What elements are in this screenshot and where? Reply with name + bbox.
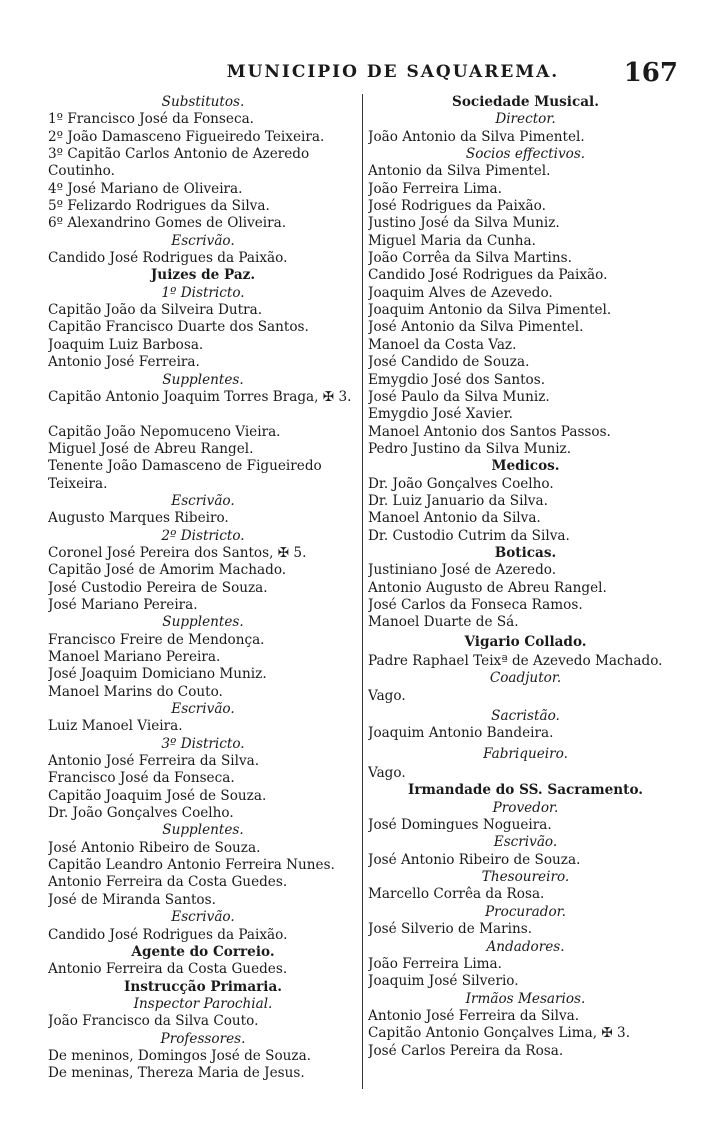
list-item: Capitão Francisco Duarte dos Santos. (48, 319, 309, 336)
list-item: Capitão Antonio Gonçalves Lima, ✠ 3. (368, 1025, 631, 1042)
list-item: Capitão Antonio Joaquim Torres Braga, ✠ 3. (48, 388, 352, 405)
section-label: Escrivão. (171, 701, 235, 718)
list-item: Capitão João Nepomuceno Vieira. (48, 423, 281, 440)
section-label: Coadjutor. (489, 670, 562, 687)
list-item: Manoel Antonio da Silva. (368, 510, 541, 527)
section-heading: Irmandade do SS. Sacramento. (407, 782, 644, 799)
left-column (48, 94, 358, 1094)
section-heading: Boticas. (494, 544, 557, 561)
list-item: Miguel José de Abreu Rangel. (48, 440, 254, 457)
column-divider (362, 94, 363, 1089)
list-item: Padre Raphael Teixª de Azevedo Machado. (368, 653, 663, 669)
section-label: Supplentes. (162, 614, 244, 631)
list-item: Justino José da Silva Muniz. (368, 215, 560, 232)
list-item: José de Miranda Santos. (48, 891, 216, 908)
section-heading: Instrucção Primaria. (124, 978, 282, 995)
list-item: Luiz Manoel Vieira. (48, 718, 183, 735)
section-label: Irmãos Mesarios. (465, 990, 586, 1007)
list-item: Pedro Justino da Silva Muniz. (368, 440, 572, 457)
list-item: Antonio Ferreira da Costa Guedes. (48, 874, 288, 891)
list-item: Candido José Rodrigues da Paixão. (368, 267, 608, 284)
page-header (48, 58, 678, 90)
list-item: Joaquim Antonio da Silva Pimentel. (368, 302, 612, 319)
list-item: Joaquim Alves de Azevedo. (368, 284, 553, 301)
list-item: 3º Capitão Carlos Antonio de Azeredo Coutinho. (48, 146, 310, 180)
list-item: Capitão Leandro Antonio Ferreira Nunes. (48, 857, 335, 874)
list-item: Francisco Freire de Mendonça. (48, 631, 265, 648)
section-label: 1º Districto. (161, 284, 245, 301)
section-label: Procurador. (484, 903, 566, 920)
list-item: 5º Felizardo Rodrigues da Silva. (48, 198, 270, 215)
list-item: Joaquim Antonio Bandeira. (368, 725, 554, 742)
list-item: José Domingues Nogueira. (368, 817, 552, 834)
list-item: Candido José Rodrigues da Paixão. (48, 926, 288, 943)
list-item: Emygdio José dos Santos. (368, 371, 546, 388)
section-heading: Medicos. (491, 458, 560, 475)
list-item: José Carlos da Fonseca Ramos. (368, 596, 583, 613)
list-item: 4º José Mariano de Oliveira. (48, 180, 243, 197)
section-label: Socios effectivos. (465, 146, 586, 163)
list-item: João Ferreira Lima. (368, 955, 502, 972)
list-item: Joaquim Luiz Barbosa. (48, 336, 204, 353)
section-label: Sacristão. (491, 708, 560, 725)
list-item: Justiniano José de Azeredo. (368, 562, 557, 579)
list-item: De meninas, Thereza Maria de Jesus. (48, 1065, 305, 1082)
list-item: João Francisco da Silva Couto. (48, 1013, 259, 1030)
list-item: Antonio José Ferreira da Silva. (368, 1007, 580, 1024)
list-item: Capitão João da Silveira Dutra. (48, 302, 263, 319)
list-item: João Corrêa da Silva Martins. (368, 250, 572, 267)
right-column (368, 94, 683, 1094)
list-item: Capitão Joaquim José de Souza. (48, 787, 267, 804)
list-item: Antonio José Ferreira. (48, 354, 200, 371)
list-item: Marcello Corrêa da Rosa. (368, 886, 545, 903)
section-heading: Agente do Correio. (131, 943, 275, 960)
list-item: José Custodio Pereira de Souza. (48, 579, 268, 596)
list-item: Manoel Duarte de Sá. (368, 614, 519, 631)
list-item: 1º Francisco José da Fonseca. (48, 111, 254, 128)
section-label: Escrivão. (493, 834, 558, 851)
list-item: Tenente João Damasceno de Figueiredo Teixeira. (48, 458, 322, 492)
list-item: Dr. João Gonçalves Coelho. (48, 805, 234, 822)
section-heading: Vigario Collado. (464, 633, 587, 650)
list-item: José Mariano Pereira. (48, 596, 198, 613)
list-item: Emygdio José Xavier. (368, 406, 513, 423)
list-item: Manoel Antonio dos Santos Passos. (368, 423, 611, 440)
list-item: José Antonio da Silva Pimentel. (368, 319, 584, 336)
list-item: José Antonio Ribeiro de Souza. (48, 839, 261, 856)
section-label: Escrivão. (171, 232, 235, 249)
list-item: 6º Alexandrino Gomes de Oliveira. (48, 215, 287, 232)
list-item: Miguel Maria da Cunha. (368, 232, 536, 249)
list-item: João Antonio da Silva Pimentel. (368, 128, 585, 145)
section-heading: Sociedade Musical. (452, 94, 599, 110)
list-item: Joaquim José Silverio. (368, 973, 519, 990)
list-item: Vago. (368, 687, 406, 704)
list-item: José Candido de Souza. (368, 354, 530, 371)
list-item: 2º João Damasceno Figueiredo Teixeira. (48, 128, 325, 145)
section-label: Escrivão. (171, 909, 235, 926)
section-label: 2º Districto. (161, 527, 245, 544)
list-item: José Rodrigues da Paixão. (368, 198, 546, 215)
page-number: 167 (623, 58, 678, 88)
section-label: 3º Districto. (161, 735, 245, 752)
list-item: Capitão José de Amorim Machado. (48, 562, 287, 579)
list-item: Manoel Marins do Couto. (48, 683, 223, 700)
list-item: Antonio Ferreira da Costa Guedes. (48, 961, 288, 978)
section-label: Fabriqueiro. (483, 745, 568, 762)
list-item: José Silverio de Marins. (368, 921, 533, 938)
section-label: Inspector Parochial. (133, 995, 273, 1012)
section-label: Andadores. (486, 938, 565, 955)
list-item: Francisco José da Fonseca. (48, 770, 235, 787)
section-label: Director. (495, 111, 556, 128)
list-item: Vago. (368, 765, 406, 782)
list-item: Augusto Marques Ribeiro. (48, 510, 229, 527)
list-item: Antonio José Ferreira da Silva. (48, 753, 260, 770)
section-label: Professores. (160, 1030, 246, 1047)
list-item: José Paulo da Silva Muniz. (368, 388, 550, 405)
section-heading: Juizes de Paz. (150, 267, 256, 284)
page-title: MUNICIPIO DE SAQUAREMA. (226, 62, 560, 82)
list-item: Dr. Luiz Januario da Silva. (368, 492, 548, 509)
list-item: Coronel José Pereira dos Santos, ✠ 5. (48, 544, 307, 561)
section-label: Provedor. (492, 799, 559, 816)
list-item: José Joaquim Domiciano Muniz. (48, 666, 267, 683)
list-item: Antonio da Silva Pimentel. (368, 163, 551, 180)
section-label: Supplentes. (162, 822, 244, 839)
list-item: Dr. Custodio Cutrim da Silva. (368, 527, 570, 544)
list-item: José Antonio Ribeiro de Souza. (368, 851, 581, 868)
section-label: Thesoureiro. (481, 869, 570, 886)
list-item: Candido José Rodrigues da Paixão. (48, 250, 288, 267)
section-label: Substitutos. (161, 94, 245, 110)
list-item: José Carlos Pereira da Rosa. (368, 1042, 564, 1059)
list-item: De meninos, Domingos José de Souza. (48, 1047, 312, 1064)
list-item: João Ferreira Lima. (368, 180, 502, 197)
section-label: Supplentes. (162, 371, 244, 388)
list-item: Manoel da Costa Vaz. (368, 336, 517, 353)
list-item: Antonio Augusto de Abreu Rangel. (368, 579, 607, 596)
section-label: Escrivão. (171, 492, 235, 509)
list-item: Dr. João Gonçalves Coelho. (368, 475, 554, 492)
list-item: Manoel Mariano Pereira. (48, 649, 221, 665)
